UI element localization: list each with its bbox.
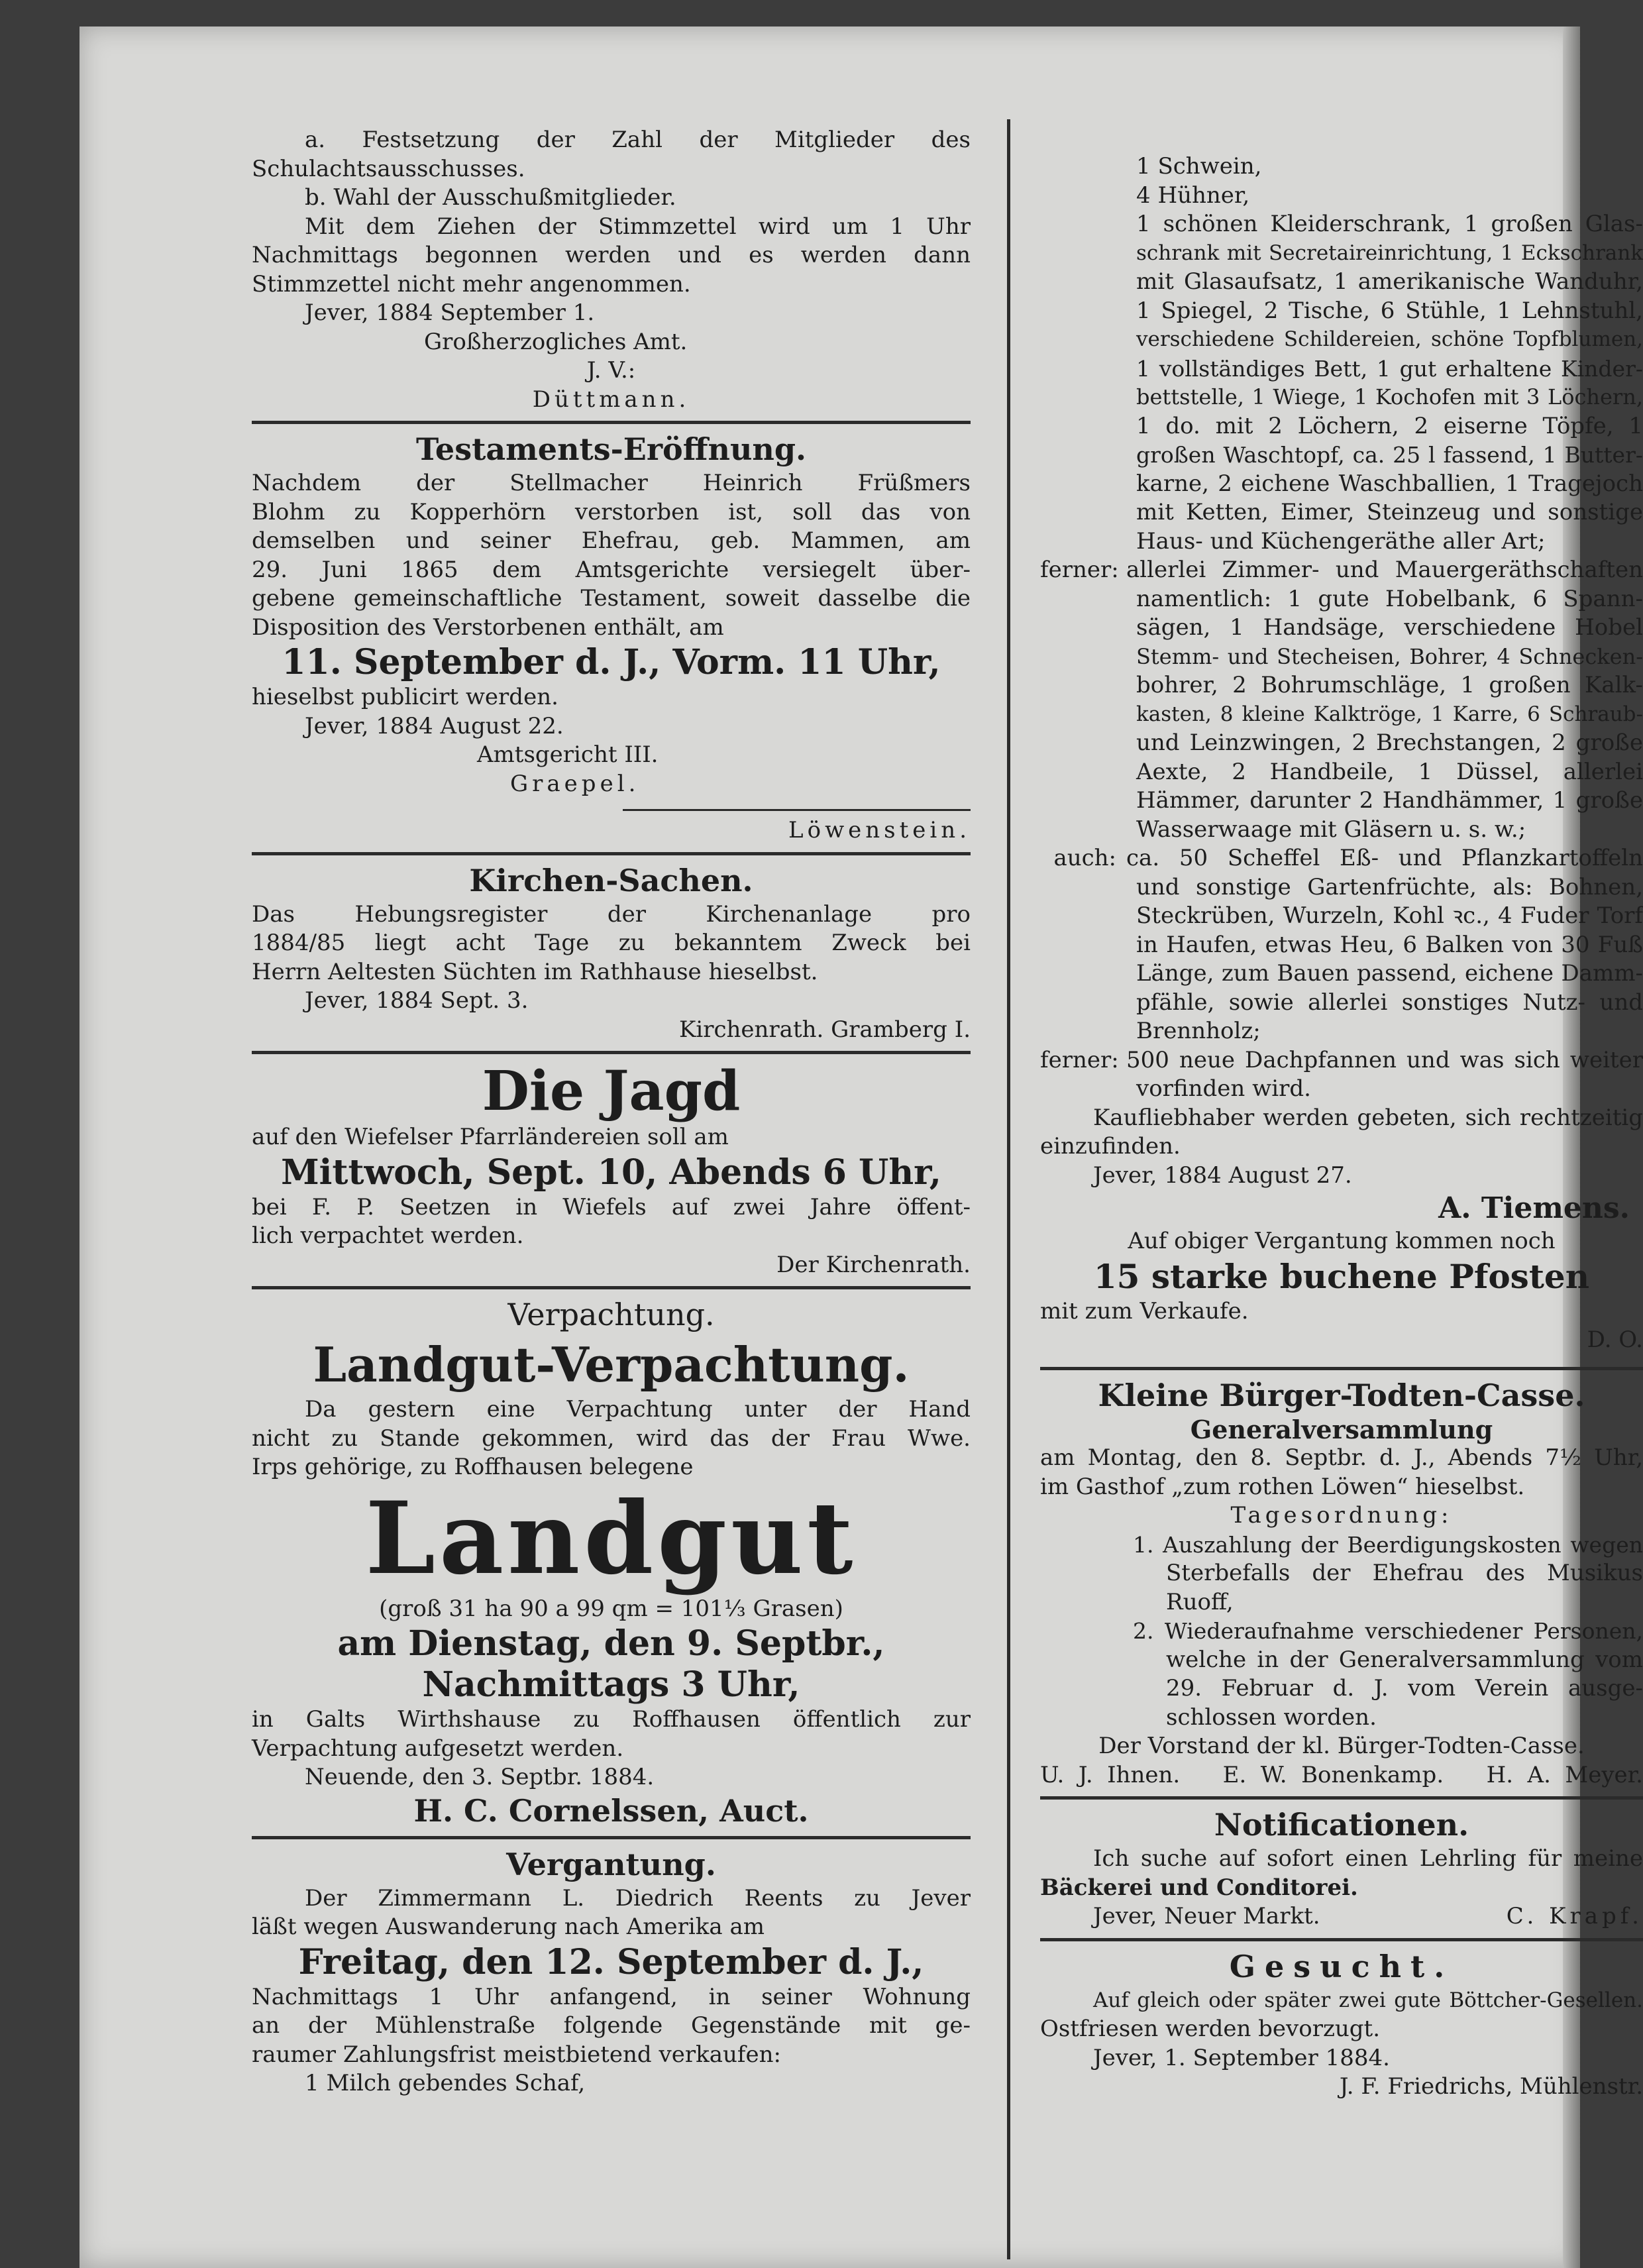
section-title: Testaments-Eröffnung. (415, 431, 807, 467)
text-line: Auf obiger Vergantung kommen noch (1128, 1228, 1556, 1254)
board-line: Der Vorstand der kl. Bürger-Todten-Casse. (1098, 1733, 1585, 1759)
signature: Graepel. (510, 770, 640, 797)
text-line: vorfinden wird. (1136, 1075, 1311, 1102)
newspaper-page (80, 27, 1643, 2268)
text-line: Schulachtsausschusses. (252, 155, 525, 182)
list-ferner2 (1040, 1046, 1643, 1075)
text-line: 1884/85 liegt acht Tage zu bekanntem Zweck bei (252, 930, 971, 956)
place-date: Jever, 1. September 1884. (1093, 2044, 1390, 2071)
text-line: 1 vollständiges Bett, 1 gut erhaltene Kinder- (1136, 355, 1643, 382)
signature: Düttmann. (532, 386, 690, 413)
text-line: kasten, 8 kleine Kalktröge, 1 Karre, 6 Schraub- (1136, 702, 1643, 726)
text-line: einzufinden. (1040, 1133, 1181, 1160)
text-line: Kaufliebhaber werden gebeten, sich rechtzeitig (1093, 1104, 1643, 1131)
text-line: Sterbefalls der Ehefrau des Musikus (1166, 1560, 1643, 1586)
place-date: Jever, 1884 August 27. (1093, 1161, 1352, 1189)
text-line: Haus- und Küchengeräthe aller Art; (1136, 527, 1546, 555)
agenda-item: 1. Auszahlung der Beerdigungskosten wegen (1133, 1531, 1643, 1558)
signature-row (1040, 1902, 1643, 1931)
list-item: 4 Hühner, (1136, 182, 1250, 209)
text-line: Der Zimmermann L. Diedrich Reents zu Jever (305, 1884, 971, 1912)
text-line: Blohm zu Kopperhörn verstorben ist, soll das von (252, 498, 971, 525)
text-line: demselben und seiner Ehefrau, geb. Mammen, am (252, 527, 971, 554)
text-line: 1 schönen Kleiderschrank, 1 großen Glas- (1136, 211, 1643, 237)
place-date: Jever, 1884 August 22. (305, 712, 564, 739)
agenda-item: 2. Wiederaufnahme verschiedener Personen, (1133, 1618, 1643, 1644)
event-date: 11. September d. J., Vorm. 11 Uhr, (282, 642, 941, 682)
text-line: Ruoff, (1166, 1588, 1234, 1615)
text-line: sägen, 1 Handsäge, verschiedene Hobel (1136, 614, 1643, 641)
event-date: am Dienstag, den 9. Septbr., (337, 1623, 885, 1664)
text-line: pfähle, sowie allerlei sonstiges Nutz- und (1136, 989, 1643, 1016)
text-line: Disposition des Verstorbenen enthält, am (252, 614, 724, 641)
auch-block (1040, 873, 1643, 1046)
text-line: läßt wegen Auswanderung nach Amerika am (252, 1914, 765, 1940)
section-pretitle: Verpachtung. (507, 1297, 715, 1332)
signature: H. C. Cornelssen, Auct. (413, 1792, 809, 1829)
label-ferner: ferner: (1040, 1046, 1119, 1073)
text-line: welche in der Generalversammlung vom (1166, 1646, 1643, 1673)
text-line: Stimmzettel nicht mehr angenommen. (252, 270, 691, 297)
office-name: Großherzogliches Amt. (424, 328, 688, 355)
text-line: bei F. P. Seetzen in Wiefels auf zwei Jahre öffent- (252, 1193, 971, 1220)
text-line: allerlei Zimmer- und Mauergeräthschaften (1126, 557, 1643, 583)
section-rule (252, 421, 971, 424)
text-line: am Montag, den 8. Septbr. d. J., Abends 7½ Uhr, (1040, 1444, 1643, 1471)
text-line: (groß 31 ha 90 a 99 qm = 101⅓ Grasen) (379, 1595, 843, 1622)
signature: C. Krapf. (1506, 1903, 1643, 1929)
list-auch (1040, 844, 1643, 873)
text-line: Mit dem Ziehen der Stimmzettel wird um 1 Uhr (305, 213, 971, 240)
label-ferner: ferner: (1040, 557, 1119, 583)
list-ferner (1040, 556, 1643, 585)
text-line: schlossen worden. (1166, 1703, 1377, 1731)
text-line: Brennholz; (1136, 1018, 1261, 1044)
text-line: Hämmer, darunter 2 Handhämmer, 1 große (1136, 787, 1643, 814)
section-rule (252, 1051, 971, 1054)
signature: Kirchenrath. Gramberg I. (678, 1016, 971, 1043)
label-auch: auch: (1053, 845, 1116, 871)
text-line: gebene gemeinschaftliche Testament, soweit dasselbe die (252, 585, 971, 612)
signature: A. Tiemens. (1438, 1191, 1630, 1225)
text-line: Aexte, 2 Handbeile, 1 Düssel, allerlei (1136, 758, 1643, 785)
section-title: Notificationen. (1214, 1807, 1469, 1843)
text-line: 29. Februar d. J. vom Verein ausge- (1166, 1675, 1643, 1701)
text-line: Das Hebungsregister der Kirchenanlage pro (252, 900, 971, 928)
left-column (252, 126, 971, 2098)
text-line: Herrn Aeltesten Süchten im Rathhause hieselbst. (252, 958, 818, 985)
text-line: 1 Spiegel, 2 Tische, 6 Stühle, 1 Lehnstuhl, (1136, 297, 1643, 324)
headline-landgut: Landgut (365, 1480, 857, 1597)
text-line: Ostfriesen werden bevorzugt. (1040, 2016, 1381, 2042)
section-title: Die Jagd (482, 1059, 741, 1123)
text-line: großen Waschtopf, ca. 25 l fassend, 1 Butter- (1136, 442, 1643, 468)
text-line: raumer Zahlungsfrist meistbietend verkaufen: (252, 2041, 781, 2068)
text-line: Nachmittags 1 Uhr anfangend, in seiner Wohnung (252, 1983, 971, 2010)
text-line: ca. 50 Scheffel Eß- und Pflanzkartoffeln (1126, 845, 1643, 871)
text-line: 1 Milch gebendes Schaf, (305, 2070, 586, 2096)
section-rule (252, 852, 971, 855)
column-divider (1007, 119, 1010, 2259)
text-line: bettstelle, 1 Wiege, 1 Kochofen mit 3 Löchern, (1136, 384, 1643, 409)
text-line: hieselbst publicirt werden. (252, 684, 558, 710)
text-line: nicht zu Stande gekommen, wird das der Frau Wwe. (252, 1425, 971, 1452)
section-rule (252, 1286, 971, 1289)
section-title: Kirchen-Sachen. (469, 862, 753, 898)
text-line: Ich suche auf sofort einen Lehrling für meine (1093, 1845, 1643, 1872)
text-line: mit Glasaufsatz, 1 amerikanische Wanduhr, (1136, 268, 1643, 295)
text-line: 1 do. mit 2 Löchern, 2 eiserne Töpfe, 1 (1136, 412, 1643, 439)
text-line: an der Mühlenstraße folgende Gegenstände mit ge- (252, 2012, 971, 2039)
text-line: Steckrüben, Wurzeln, Kohl ꝛc., 4 Fuder Torf (1136, 902, 1643, 929)
text-line: 29. Juni 1865 dem Amtsgerichte versiegelt über- (252, 556, 971, 583)
ferner-block (1040, 585, 1643, 845)
court-name: Amtsgericht III. (477, 741, 659, 768)
text-line: mit Ketten, Eimer, Steinzeug und sonstige (1136, 499, 1643, 525)
text-line: in Haufen, etwas Heu, 6 Balken von 30 Fuß (1136, 931, 1643, 958)
section-subtitle: Generalversammlung (1190, 1414, 1493, 1444)
text-line: Länge, zum Bauen passend, eichene Damm- (1136, 960, 1643, 987)
place-date: Jever, 1884 September 1. (305, 299, 595, 326)
right-column (1040, 152, 1643, 2102)
text-line: b. Wahl der Ausschußmitglieder. (305, 184, 676, 211)
section-rule (1040, 1938, 1643, 1941)
text-line: a. Festsetzung der Zahl der Mitglieder des (305, 127, 971, 153)
text-line: Da gestern eine Verpachtung unter der Hand (305, 1396, 971, 1423)
text-line: 500 neue Dachpfannen und was sich weiter (1126, 1046, 1643, 1073)
text-line: Stemm- und Stecheisen, Bohrer, 4 Schnecken- (1136, 643, 1643, 669)
section-title: Kleine Bürger-Todten-Casse. (1098, 1377, 1585, 1413)
signers: U. J. Ihnen. E. W. Bonenkamp. H. A. Meyer. (1040, 1761, 1643, 1788)
text-line: karne, 2 eichene Waschballien, 1 Tragejoch (1136, 470, 1643, 497)
text-line: verschiedene Schildereien, schöne Topfblumen, (1136, 327, 1643, 351)
event-date: Mittwoch, Sept. 10, Abends 6 Uhr, (281, 1152, 941, 1193)
list-item: 1 Schwein, (1136, 153, 1262, 180)
text-line: Irps gehörige, zu Roffhausen belegene (252, 1454, 694, 1480)
section-rule (1040, 1367, 1643, 1370)
section-title: Gesucht. (1229, 1948, 1454, 1984)
text-line: bohrer, 2 Bohrumschläge, 1 großen Kalk- (1136, 672, 1643, 698)
text-line: in Galts Wirthshause zu Roffhausen öffentlich zur (252, 1706, 971, 1733)
signature-iv: J. V.: (586, 357, 636, 384)
text-line: lich verpachtet werden. (252, 1222, 524, 1249)
place-date: Jever, 1884 Sept. 3. (305, 987, 529, 1014)
event-time: Nachmittags 3 Uhr, (422, 1664, 800, 1705)
place: Jever, Neuer Markt. (1093, 1903, 1320, 1929)
items-block (1040, 210, 1643, 556)
agenda-title: Tagesordnung: (1230, 1502, 1453, 1529)
text-line: namentlich: 1 gute Hobelbank, 6 Spann- (1136, 585, 1643, 612)
place-date: Neuende, den 3. Septbr. 1884. (305, 1764, 655, 1790)
event-date: Freitag, den 12. September d. J., (298, 1941, 924, 1982)
text-line: und sonstige Gartenfrüchte, als: Bohnen, (1136, 873, 1643, 900)
signature: Löwenstein. (788, 817, 971, 843)
text-line: Verpachtung aufgesetzt werden. (252, 1735, 624, 1762)
text-line: mit zum Verkaufe. (1040, 1297, 1249, 1324)
text-line: im Gasthof „zum rothen Löwen“ hieselbst. (1040, 1473, 1525, 1500)
text-line: Nachmittags begonnen werden und es werden dann (252, 242, 971, 268)
text-line: Bäckerei und Conditorei. (1040, 1874, 1358, 1901)
section-rule (1040, 1796, 1643, 1800)
section-rule (252, 1836, 971, 1839)
extra-offer: 15 starke buchene Pfosten (1093, 1256, 1590, 1296)
text-line: Wasserwaage mit Gläsern u. s. w.; (1136, 816, 1526, 843)
signature-rule (623, 809, 971, 811)
text-line: auf den Wiefelser Pfarrländereien soll am (252, 1124, 729, 1150)
signature: Der Kirchenrath. (776, 1251, 971, 1278)
text-line: Auf gleich oder später zwei gute Böttcher-Gesellen. (1093, 1988, 1643, 2012)
text-line: schrank mit Secretaireinrichtung, 1 Eckschrank (1136, 241, 1643, 265)
signature: J. F. Friedrichs, Mühlenstr. (1339, 2073, 1643, 2100)
signature: D. O. (1587, 1326, 1643, 1353)
text-line: und Leinzwingen, 2 Brechstangen, 2 große (1136, 729, 1643, 756)
section-title: Vergantung. (506, 1846, 716, 1882)
text-line: Nachdem der Stellmacher Heinrich Früßmers (252, 470, 971, 496)
section-title: Landgut-Verpachtung. (313, 1336, 910, 1393)
